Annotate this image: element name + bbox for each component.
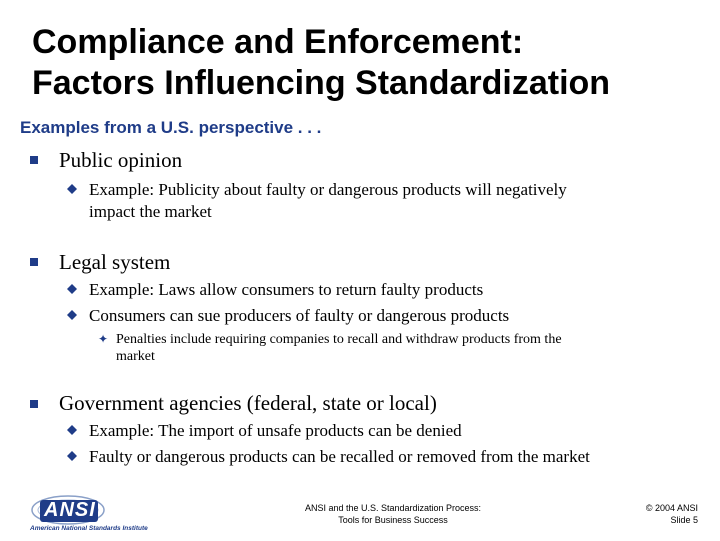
square-bullet-icon — [30, 156, 38, 164]
sub-list-item-penalties — [116, 331, 676, 365]
list-item-import-denied: Example: The import of unsafe products can be denied — [89, 421, 462, 440]
list-item-recalled: Faulty or dangerous products can be recalled or removed from the market — [89, 447, 590, 466]
cross-bullet-icon: ✦ — [98, 332, 109, 346]
section-heading-public-opinion: Public opinion — [59, 148, 183, 172]
copyright-text: © 2004 ANSI — [645, 503, 698, 513]
diamond-bullet-icon — [67, 284, 77, 294]
sub-list-item-line: Penalties include requiring companies to recall and withdraw products from the — [116, 332, 562, 347]
list-item-publicity — [89, 179, 699, 223]
section-heading-government-agencies: Government agencies (federal, state or local) — [59, 391, 437, 415]
list-item-consumers-sue: Consumers can sue producers of faulty or dangerous products — [89, 306, 510, 325]
diamond-bullet-icon — [67, 425, 77, 435]
slide-subtitle: Examples from a U.S. perspective . . . — [20, 118, 322, 137]
list-item-line: impact the market — [89, 202, 212, 221]
square-bullet-icon — [30, 400, 38, 408]
slide-title — [32, 22, 712, 104]
square-bullet-icon — [30, 258, 38, 266]
diamond-bullet-icon — [67, 184, 77, 194]
footer-meta — [646, 502, 698, 526]
list-item-laws: Example: Laws allow consumers to return faulty products — [89, 280, 484, 299]
diamond-bullet-icon — [67, 310, 77, 320]
footer-course-title-line-1: ANSI and the U.S. Standardization Process: — [304, 503, 482, 513]
diamond-bullet-icon — [67, 451, 77, 461]
footer-course-title-line-2: Tools for Business Success — [338, 515, 448, 525]
slide-number: Slide 5 — [670, 515, 698, 525]
section-heading-legal-system: Legal system — [59, 250, 171, 274]
ansi-logo-text: ANSI — [44, 499, 96, 521]
sub-list-item-line: market — [116, 349, 155, 364]
list-item-line: Example: Publicity about faulty or dangerous products will negatively — [89, 180, 567, 199]
ansi-logo-tagline: American National Standards Institute — [30, 525, 148, 532]
slide-title-line-2: Factors Influencing Standardization — [32, 64, 611, 102]
slide-title-line-1: Compliance and Enforcement: — [32, 23, 524, 61]
ansi-logo — [30, 490, 190, 541]
footer-course-title — [293, 502, 493, 526]
